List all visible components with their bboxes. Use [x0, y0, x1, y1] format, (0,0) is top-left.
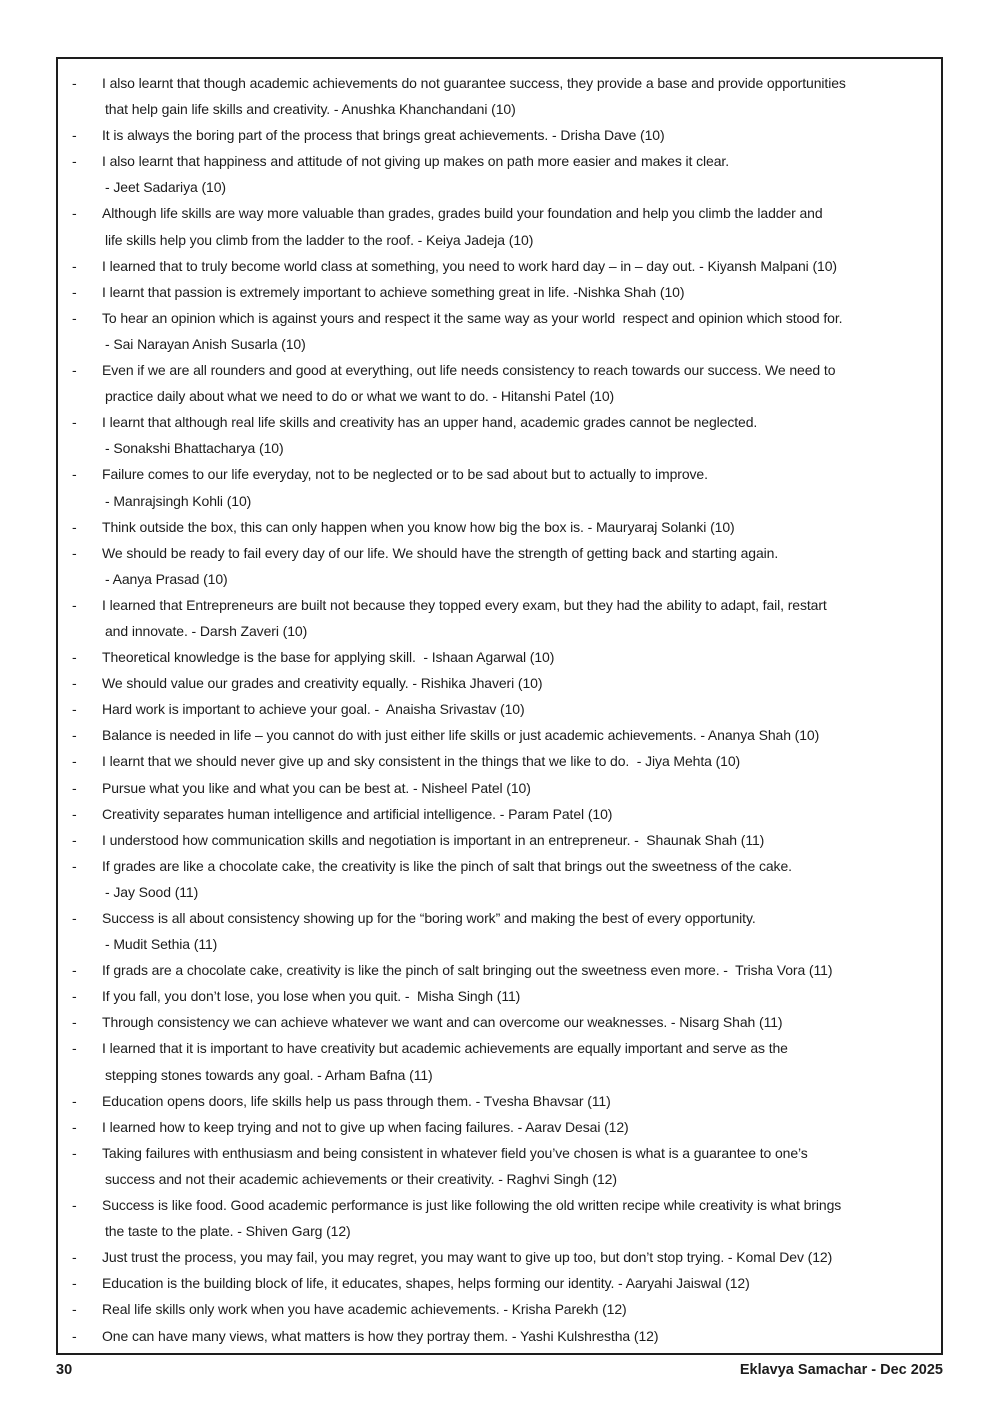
list-item — [58, 670, 941, 696]
quote-line — [58, 1270, 941, 1296]
bullet-dash: - — [72, 910, 77, 926]
bullet-dash: - — [72, 1301, 77, 1318]
quote-line — [58, 70, 941, 96]
quote-text: If grades are like a chocolate cake, the creativity is like the pinch of salt that brings out the sweetness of the cake. — [102, 857, 792, 874]
list-item — [58, 1244, 941, 1270]
list-item — [58, 122, 941, 148]
bullet-dash: - — [72, 753, 77, 770]
bullet-dash: - — [72, 1197, 77, 1214]
quote-line — [58, 1192, 941, 1218]
bullet-dash: - — [72, 1249, 77, 1266]
quote-line — [58, 200, 941, 226]
bullet-dash: - — [72, 1092, 77, 1109]
quote-line — [58, 931, 941, 957]
quote-line — [58, 957, 941, 983]
list-item — [58, 305, 941, 357]
list-item — [58, 70, 941, 122]
page-footer — [56, 1362, 943, 1378]
bullet-dash: - — [72, 831, 77, 848]
quote-line — [58, 1244, 941, 1270]
bullet-dash: - — [72, 1118, 77, 1135]
list-item — [58, 461, 941, 513]
quote-line — [58, 1296, 941, 1322]
bullet-dash: - — [72, 518, 77, 535]
quote-line — [58, 644, 941, 670]
quote-line — [58, 722, 941, 748]
bullet-dash: - — [72, 127, 77, 144]
quote-text: that help gain life skills and creativity. - Anushka Khanchandani (10) — [105, 101, 516, 118]
quote-text: life skills help you climb from the ladder to the roof. - Keiya Jadeja (10) — [105, 231, 534, 248]
footer-journal-title: Eklavya Samachar - Dec 2025 — [739, 1362, 943, 1378]
quote-line — [58, 1009, 941, 1035]
list-item — [58, 148, 941, 200]
quote-text: If grads are a chocolate cake, creativity is like the pinch of salt bringing out the sweetness even more. - Trisha Vora (11) — [102, 962, 833, 979]
quote-text: Theoretical knowledge is the base for applying skill. - Ishaan Agarwal (10) — [102, 649, 555, 666]
bullet-dash: - — [72, 988, 77, 1005]
quote-line — [58, 1166, 941, 1192]
quote-text: I learned that it is important to have creativity but academic achievements are equally important and serve as the — [102, 1040, 788, 1057]
bullet-dash: - — [72, 857, 77, 874]
quote-text: I learnt that we should never give up and sky consistent in the things that we like to do. - Jiya Mehta (10) — [102, 753, 741, 770]
quote-text: It is always the boring part of the process that brings great achievements. - Drisha Dave (10) — [102, 127, 665, 144]
quote-text: - Aanya Prasad (10) — [105, 570, 228, 587]
bullet-dash: - — [72, 649, 77, 666]
quote-text: I learned how to keep trying and not to give up when facing failures. - Aarav Desai (12) — [102, 1118, 629, 1135]
list-item — [58, 801, 941, 827]
quote-text: Just trust the process, you may fail, you may regret, you may want to give up too, but don’t stop trying. - Komal Dev (12) — [102, 1249, 833, 1266]
bullet-dash: - — [72, 701, 77, 718]
list-item — [58, 279, 941, 305]
page-number: 30 — [56, 1362, 73, 1378]
quote-text: Balance is needed in life – you cannot do with just either life skills or just academic achievements. - Ananya Shah (10) — [102, 727, 820, 744]
quote-text: - Jay Sood (11) — [105, 883, 199, 900]
quote-line — [58, 853, 941, 879]
quote-line — [58, 775, 941, 801]
quote-line — [58, 96, 941, 122]
list-item — [58, 644, 941, 670]
list-item — [58, 1323, 941, 1349]
list-item — [58, 775, 941, 801]
quote-text: We should value our grades and creativity equally. - Rishika Jhaveri (10) — [102, 675, 543, 692]
bullet-dash: - — [72, 1275, 77, 1292]
quote-line — [58, 148, 941, 174]
list-item — [58, 1140, 941, 1192]
quote-line — [58, 879, 941, 905]
quote-text: Education opens doors, life skills help us pass through them. - Tvesha Bhavsar (11) — [102, 1092, 611, 1109]
quote-text: We should be ready to fail every day of our life. We should have the strength of getting back and starting again. — [102, 544, 779, 561]
quote-text: - Jeet Sadariya (10) — [105, 179, 226, 196]
quote-text: I learnt that passion is extremely important to achieve something great in life. -Nishka Shah (10) — [102, 283, 685, 300]
list-item — [58, 1296, 941, 1322]
bullet-dash: - — [72, 544, 77, 561]
quote-text: I learnt that although real life skills and creativity has an upper hand, academic grades cannot be neglected. — [102, 414, 758, 431]
bullet-dash: - — [72, 257, 77, 274]
quote-line — [58, 1323, 941, 1349]
quote-line — [58, 540, 941, 566]
list-item — [58, 253, 941, 279]
quote-line — [58, 357, 941, 383]
list-item — [58, 957, 941, 983]
bullet-dash: - — [72, 1014, 77, 1031]
quote-text: Taking failures with enthusiasm and being consistent in whatever field you’ve chosen is what is a guarantee to one’s — [102, 1144, 808, 1161]
bullet-dash: - — [72, 283, 77, 300]
bullet-dash: - — [72, 1327, 77, 1344]
list-item — [58, 748, 941, 774]
quote-line — [58, 1088, 941, 1114]
quote-text: Creativity separates human intelligence and artificial intelligence. - Param Patel (10) — [102, 805, 613, 822]
bullet-dash: - — [72, 309, 77, 326]
quote-text: practice daily about what we need to do or what we want to do. - Hitanshi Patel (10) — [105, 388, 615, 405]
quote-text: Success is all about consistency showing up for the “boring work” and making the best of every opportunity. — [102, 910, 756, 926]
quote-list — [58, 70, 941, 1349]
bullet-dash: - — [72, 75, 77, 91]
content-border-box — [56, 57, 943, 1355]
list-item — [58, 592, 941, 644]
list-item — [58, 1009, 941, 1035]
quote-line — [58, 1114, 941, 1140]
quote-text: Through consistency we can achieve whatever we want and can overcome our weaknesses. - Nisarg Shah (11) — [102, 1014, 783, 1031]
list-item — [58, 1270, 941, 1296]
quote-line — [58, 1140, 941, 1166]
quote-line — [58, 174, 941, 200]
bullet-dash: - — [72, 805, 77, 822]
list-item — [58, 357, 941, 409]
quote-text: Success is like food. Good academic performance is just like following the old written recipe while creativity is what brings — [102, 1197, 842, 1214]
list-item — [58, 514, 941, 540]
quote-text: Pursue what you like and what you can be best at. - Nisheel Patel (10) — [102, 779, 531, 796]
list-item — [58, 905, 941, 957]
quote-text: To hear an opinion which is against yours and respect it the same way as your world respect and opinion which stood for. — [102, 309, 843, 326]
list-item — [58, 1192, 941, 1244]
bullet-dash: - — [72, 596, 77, 613]
quote-text: success and not their academic achievements or their creativity. - Raghvi Singh (12) — [105, 1170, 617, 1187]
list-item — [58, 983, 941, 1009]
quote-line — [58, 122, 941, 148]
quote-text: I learned that to truly become world class at something, you need to work hard day – in – day out. - Kiyansh Malpani (10) — [102, 257, 837, 274]
quote-text: I also learnt that happiness and attitude of not giving up makes on path more easier and makes it clear. — [102, 153, 729, 170]
quote-text: - Manrajsingh Kohli (10) — [105, 492, 252, 509]
quote-text: Even if we are all rounders and good at everything, out life needs consistency to reach towards our success. We need to — [102, 362, 836, 379]
quote-text: - Sai Narayan Anish Susarla (10) — [105, 335, 306, 352]
quote-text: and innovate. - Darsh Zaveri (10) — [105, 622, 308, 639]
quote-line — [58, 331, 941, 357]
list-item — [58, 1088, 941, 1114]
quote-line — [58, 461, 941, 487]
bullet-dash: - — [72, 414, 77, 431]
list-item — [58, 1035, 941, 1087]
quote-line — [58, 983, 941, 1009]
quote-line — [58, 670, 941, 696]
bullet-dash: - — [72, 466, 77, 483]
quote-line — [58, 279, 941, 305]
list-item — [58, 409, 941, 461]
quote-text: Failure comes to our life everyday, not to be neglected or to be sad about but to actually to improve. — [102, 466, 708, 483]
quote-text: the taste to the plate. - Shiven Garg (12) — [105, 1223, 351, 1240]
quote-text: Think outside the box, this can only happen when you know how big the box is. - Mauryaraj Solanki (10) — [102, 518, 735, 535]
quote-text: stepping stones towards any goal. - Arham Bafna (11) — [105, 1066, 433, 1083]
quote-line — [58, 1035, 941, 1061]
quote-line — [58, 801, 941, 827]
list-item — [58, 722, 941, 748]
quote-line — [58, 566, 941, 592]
quote-text: Hard work is important to achieve your goal. - Anaisha Srivastav (10) — [102, 701, 525, 718]
bullet-dash: - — [72, 362, 77, 379]
bullet-dash: - — [72, 779, 77, 796]
quote-text: One can have many views, what matters is how they portray them. - Yashi Kulshrestha (12) — [102, 1327, 659, 1344]
quote-text: - Sonakshi Bhattacharya (10) — [105, 440, 284, 457]
quote-line — [58, 227, 941, 253]
quote-line — [58, 514, 941, 540]
quote-line — [58, 618, 941, 644]
quote-line — [58, 696, 941, 722]
quote-line — [58, 592, 941, 618]
quote-line — [58, 305, 941, 331]
list-item — [58, 827, 941, 853]
bullet-dash: - — [72, 1040, 77, 1057]
list-item — [58, 853, 941, 905]
quote-line — [58, 383, 941, 409]
quote-text: - Mudit Sethia (11) — [105, 936, 218, 953]
list-item — [58, 200, 941, 252]
bullet-dash: - — [72, 1144, 77, 1161]
quote-text: If you fall, you don’t lose, you lose when you quit. - Misha Singh (11) — [102, 988, 521, 1005]
bullet-dash: - — [72, 727, 77, 744]
quote-text: Real life skills only work when you have academic achievements. - Krisha Parekh (12) — [102, 1301, 627, 1318]
quote-line — [58, 253, 941, 279]
list-item — [58, 696, 941, 722]
quote-line — [58, 409, 941, 435]
quote-text: I learned that Entrepreneurs are built not because they topped every exam, but they had the ability to adapt, fail, restart — [102, 596, 827, 613]
list-item — [58, 540, 941, 592]
quote-text: I understood how communication skills and negotiation is important in an entrepreneur. - Shaunak Shah (11) — [102, 831, 765, 848]
quote-line — [58, 827, 941, 853]
quote-text: I also learnt that though academic achievements do not guarantee success, they provide a base and provide opportunities — [102, 75, 846, 91]
bullet-dash: - — [72, 153, 77, 170]
quote-line — [58, 905, 941, 931]
quote-line — [58, 435, 941, 461]
quote-text: Education is the building block of life, it educates, shapes, helps forming our identity. - Aaryahi Jaiswal (12) — [102, 1275, 750, 1292]
list-item — [58, 1114, 941, 1140]
quote-line — [58, 1218, 941, 1244]
quote-text: Although life skills are way more valuable than grades, grades build your foundation and help you climb the ladder and — [102, 205, 823, 222]
bullet-dash: - — [72, 675, 77, 692]
bullet-dash: - — [72, 962, 77, 979]
bullet-dash: - — [72, 205, 77, 222]
quote-line — [58, 748, 941, 774]
quote-line — [58, 1062, 941, 1088]
quote-line — [58, 488, 941, 514]
